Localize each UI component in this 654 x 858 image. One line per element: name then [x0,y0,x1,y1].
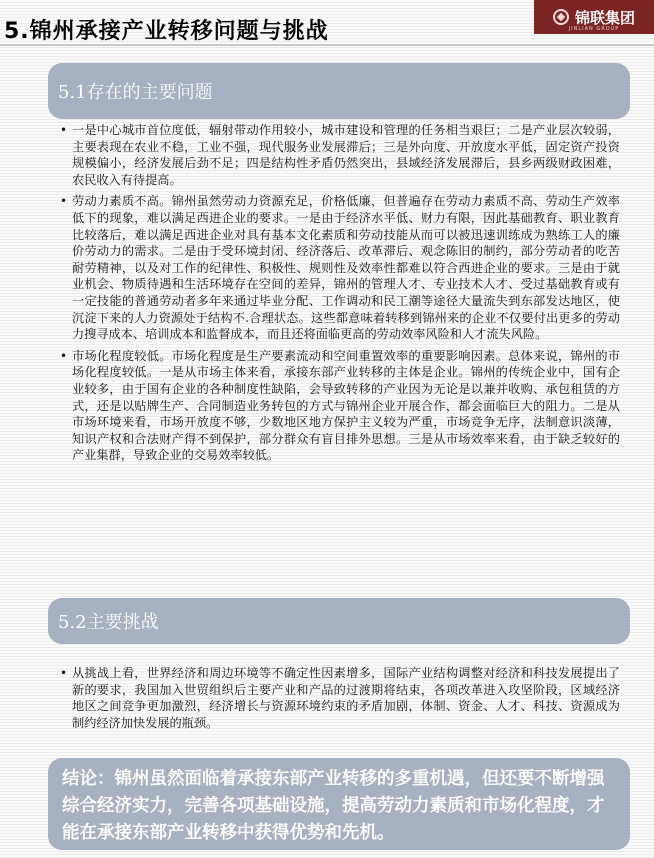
bullet-icon: • [60,123,68,137]
bullet-icon: • [60,194,68,209]
logo-emblem-icon [553,9,569,25]
conclusion-box [48,758,630,850]
paragraph-text: 劳动力素质不高。锦州虽然劳动力资源充足，价格低廉，但普遍存在劳动力素质不高、劳动生产效率低下的现象，难以满足西进企业的要求。一是由于经济水平低、财力有限，因此基础教育、职业教育比较落后，难以满足西进企业对具有基本文化素质和劳动技能从而可以被迅速训练成为熟练工人的廉价劳动力的需求。二是由于受环境封闭、经济落后、改革滞后、观念陈旧的制约，部分劳动者的吃苦耐劳精神，以及对工作的纪律性、积极性、规则性及效率性都难以符合西进企业的要求。三是由于就业机会、物质待遇和生活环境存在空间的差异，锦州的管理人才、专业技术人才、受过基础教育或有一定技能的普通劳动者多年来通过毕业分配、工作调动和民工潮等途径大量流失到东部发达地区，使沉淀下来的人力资源处于结构不.合理状态。这些都意味着转移到锦州来的企业不仅要付出更多的劳动力搜寻成本、培训成本和监督成本，而且还将面临更高的劳动效率风险和人才流失风险。 [72,194,620,342]
bullet-icon: • [60,666,68,680]
paragraph-text: 市场化程度较低。市场化程度是生产要素流动和空间重置效率的重要影响因素。总体来说，锦州的市场化程度较低。一是从市场主体来看，承接东部产业转移的主体是企业。锦州的传统企业中，国有企业较多，由于国有企业的各种制度性缺陷，会导致转移的产业因为无论是以兼并收购、承包租赁的方式，还是以贴牌生产、合同制造业务转包的方式与锦州企业开展合作，都会面临巨大的阻力。二是从市场环境来看，市场开放度不够，少数地区地方保护主义较为严重，市场竞争无序，法制意识淡薄，知识产权和合法财产得不到保护，部分群众有盲目排外思想。三是从市场效率来看，由于缺乏较好的产业集群，导致企业的交易效率较低。 [72,348,620,463]
section-heading-band [48,598,630,644]
paragraph-text: 从挑战上看，世界经济和周边环境等不确定性因素增多，国际产业结构调整对经济和科技发展提出了新的要求，我国加入世贸组织后主要产业和产品的过渡期将结束，各项改革进入攻坚阶段，区域经济地区之间竞争更加激烈，经济增长与资源环境约束的矛盾加剧，体制、资金、人才、科技、资源成为制约经济加快发展的瓶颈。 [72,666,620,730]
list-item [60,348,620,464]
company-logo [534,0,654,34]
list-item [60,122,620,188]
logo-subtext: JINLIAN GROUP [568,26,620,32]
conclusion-text: 结论：锦州虽然面临着承接东部产业转移的多重机遇，但还要不断增强综合经济实力，完善各项基础设施，提高劳动力素质和市场化程度，才能在承接东部产业转移中获得优势和先机。 [62,769,605,843]
section-body [60,122,620,469]
logo-text: 锦联集团 [574,8,635,27]
paragraph-text: 一是中心城市首位度低，辐射带动作用较小，城市建设和管理的任务相当艰巨；二是产业层次较弱，主要表现在农业不稳，工业不强，现代服务业发展滞后；三是外向度、开放度水平低，固定资产投资规模偏小，经济发展后劲不足；四是结构性矛盾仍然突出，县域经济发展滞后，县乡两级财政困难，农民收入有待提高。 [72,123,620,187]
section-heading: 5.1存在的主要问题 [58,82,213,103]
section-heading: 5.2主要挑战 [58,612,159,633]
title-divider [0,44,654,46]
section-heading-band [48,63,630,119]
bullet-icon: • [60,348,68,363]
list-item [60,665,620,731]
section-body [60,665,620,736]
list-item [60,193,620,342]
page-title: 5.锦州承接产业转移问题与挑战 [4,19,329,44]
